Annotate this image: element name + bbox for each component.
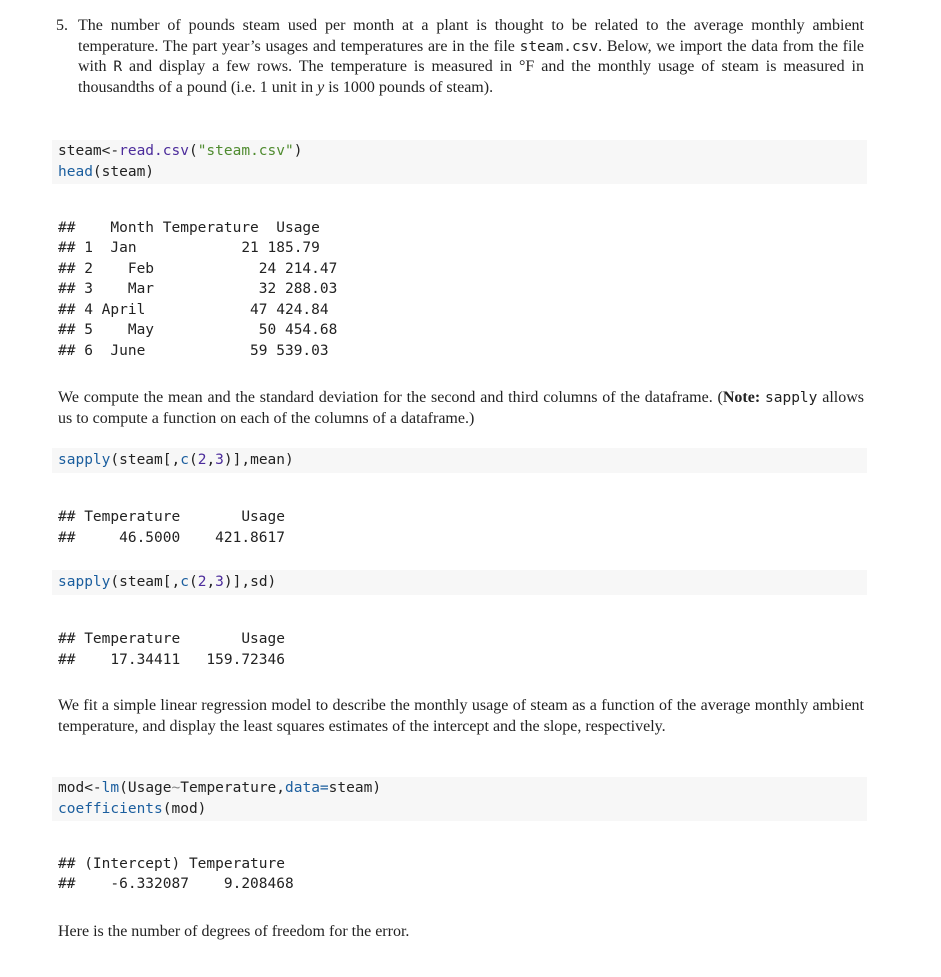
code-line: sapply(steam[,c(2,3)],sd): [58, 574, 277, 590]
regression-paragraph: We fit a simple linear regression model to describe the monthly usage of steam as a function of the average monthly ambient temperature, and display the least squares estimates of the intercept and the slope, respectively.: [58, 697, 864, 735]
filename-code: steam.csv: [519, 38, 599, 55]
output-line: ## Temperature Usage: [58, 509, 285, 525]
output-line: ## 2 Feb 24 214.47: [58, 261, 338, 277]
code-line: steam<-read.csv("steam.csv"): [58, 143, 303, 159]
problem-text-b: . Below, we import the data from the file with: [78, 37, 864, 76]
output-line: ## (Intercept) Temperature: [58, 856, 285, 872]
mean-sd-paragraph: We compute the mean and the standard deviation for the second and third columns of the dataframe. (Note: sapply allows us to compute a function on each of the columns of a dataframe.): [58, 389, 864, 427]
output-line: ## 5 May 50 454.68: [58, 322, 338, 338]
sapply-code: sapply: [765, 390, 818, 406]
code-line: sapply(steam[,c(2,3)],mean): [58, 452, 294, 468]
output-line: ## Temperature Usage: [58, 631, 285, 647]
y-variable: y: [317, 79, 325, 97]
problem-text-a: The number of pounds steam used per month at a plant is thought to be related to the average monthly ambient temperature. The part year’s usages and temperatures are in the file: [78, 17, 864, 55]
code-line: mod<-lm(Usage~Temperature,data=steam): [58, 780, 382, 796]
output-line: ## 46.5000 421.8617: [58, 530, 285, 546]
output-line: ## 6 June 59 539.03: [58, 343, 329, 359]
problem-5-paragraph: [56, 16, 864, 99]
problem-text-c: and display a few rows. The temperature is measured in °F and the monthly usage of steam is measured in thousandths of a pound (i.e. 1 unit in: [78, 58, 864, 97]
problem-number: 5.: [56, 17, 68, 34]
output-line: ## 17.34411 159.72346: [58, 652, 285, 668]
output-line: ## 3 Mar 32 288.03: [58, 281, 338, 297]
code-block-sapply-sd: [52, 570, 867, 595]
r-code: R: [113, 59, 123, 76]
code-block-read-csv: [52, 140, 867, 184]
code-line: coefficients(mod): [58, 801, 207, 817]
code-line: head(steam): [58, 164, 155, 180]
output-line: ## -6.332087 9.208468: [58, 876, 294, 892]
problem-text-d: is 1000 pounds of steam).: [324, 79, 494, 97]
output-line: ## 1 Jan 21 185.79: [58, 240, 320, 256]
note-label: Note:: [722, 389, 761, 406]
code-block-sapply-mean: [52, 448, 867, 473]
code-block-lm: [52, 777, 867, 821]
output-line: ## 4 April 47 424.84: [58, 302, 329, 318]
degrees-of-freedom-paragraph: Here is the number of degrees of freedom for the error.: [58, 923, 410, 940]
output-line: ## Month Temperature Usage: [58, 220, 320, 236]
